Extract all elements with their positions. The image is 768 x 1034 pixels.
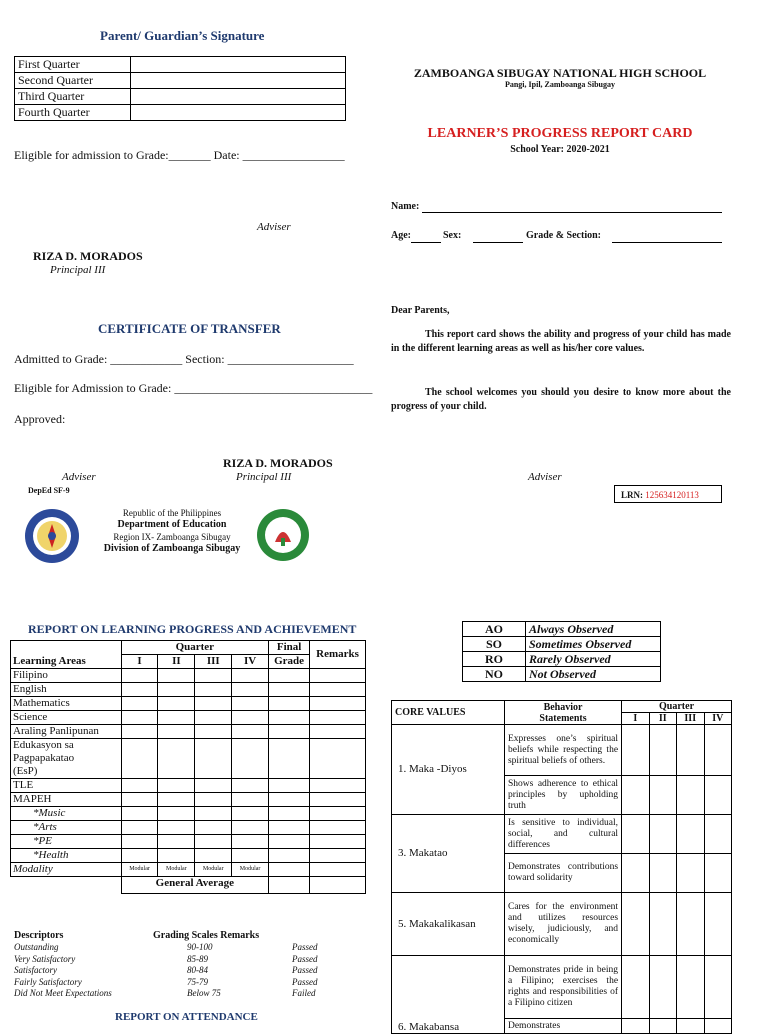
legend-meaning: Sometimes Observed [526,637,661,652]
signature-cell[interactable] [131,89,346,105]
table-row [463,652,661,667]
greeting: Dear Parents, [391,305,450,316]
principal-name: RIZA D. MORADOS [33,249,143,263]
subject-name: TLE [11,779,122,793]
principal-title-2: Principal III [236,471,292,483]
lrn-label: LRN: [621,490,643,500]
form-code: DepEd SF-9 [28,486,70,495]
header-q4: IV [704,713,732,725]
core-value-name: 3. Makatao [392,815,505,893]
legend-meaning: Rarely Observed [526,652,661,667]
remark: Failed [292,988,316,998]
header-learning-areas: Learning Areas [11,641,122,669]
modality-value: Modular [158,863,195,877]
principal-name-2: RIZA D. MORADOS [223,456,333,470]
school-address: Pangi, Ipil, Zamboanga Sibugay [504,80,616,89]
subject-name: Science [11,711,122,725]
signature-cell[interactable] [131,57,346,73]
table-row [11,863,366,877]
header-q1: I [622,713,649,725]
header-q3: III [677,713,704,725]
observation-legend-table [462,621,661,682]
remark: Passed [292,965,318,975]
descriptor-row [14,977,334,989]
eligible-admission-line: Eligible for Admission to Grade: _________________________________ [14,381,373,395]
descriptor-row [14,954,334,966]
table-row [392,893,732,956]
table-row [11,669,366,683]
school-seal-logo [256,508,310,562]
esp-line2: Pagpapakatao [13,752,75,764]
approved-label: Approved: [14,412,66,426]
table-row [463,667,661,682]
table-row [392,725,732,776]
quarter-label: Fourth Quarter [15,105,131,121]
subject-name: Mathematics [11,697,122,711]
grade-section-label: Grade & Section: [526,230,601,241]
division-line: Division of Zamboanga Sibugay [103,543,241,554]
subject-name: Filipino [11,669,122,683]
legend-code: SO [463,637,526,652]
table-row [11,779,366,793]
header-behavior-line2: Statements [539,712,587,724]
department-line: Department of Education [117,519,227,530]
sex-field[interactable] [473,242,523,243]
name-field[interactable] [422,212,722,213]
descriptors-list [14,942,334,1000]
signature-title: Parent/ Guardian’s Signature [100,28,265,43]
subject-name-esp [11,739,122,779]
subject-name: MAPEH [11,793,122,807]
header-q1: I [121,655,158,669]
subject-name: English [11,683,122,697]
mapeh-component: *Health [11,849,122,863]
learning-areas-table [10,640,366,894]
subject-name: Araling Panlipunan [11,725,122,739]
scale: 80-84 [187,965,208,975]
scale: 90-100 [187,942,213,952]
adviser-label-right: Adviser [528,471,562,483]
table-row [11,821,366,835]
behavior-statement: Demonstrates [504,1019,621,1034]
table-row [11,697,366,711]
general-average-label: General Average [121,877,268,894]
legend-code: NO [463,667,526,682]
modality-label: Modality [11,863,122,877]
table-row [463,622,661,637]
legend-meaning: Not Observed [526,667,661,682]
lrn-box [614,485,722,503]
remark: Passed [292,953,318,964]
descriptor: Did Not Meet Expectations [14,988,112,998]
school-year: School Year: 2020-2021 [510,144,610,155]
descriptors-header: Descriptors [14,930,64,941]
behavior-statement: Cares for the environment and utilizes resources wisely, judiciously, and economically [504,893,621,956]
eligible-line: Eligible for admission to Grade:_______ Date: _________________ [14,148,345,162]
table-row [11,725,366,739]
mapeh-component: *Arts [11,821,122,835]
table-row [15,73,346,89]
descriptor: Outstanding [14,942,59,952]
adviser-label: Adviser [257,221,291,233]
table-row [11,739,366,779]
table-row [11,835,366,849]
behavior-statement: Demonstrates pride in being a Filipino; exercises the rights and responsibilities of a Filipino citizen [504,956,621,1019]
esp-line3: (EsP) [13,765,38,777]
age-label: Age: [391,230,411,241]
modality-value: Modular [232,863,269,877]
table-row [15,57,346,73]
remark: Passed [292,976,318,987]
header-grade: Grade [269,655,310,669]
behavior-statement: Expresses one’s spiritual beliefs while respecting the spiritual beliefs of others. [504,725,621,776]
attendance-title: REPORT ON ATTENDANCE [115,1011,258,1023]
header-behavior-line1: Behavior [543,701,583,713]
table-row [11,849,366,863]
modality-value: Modular [121,863,158,877]
core-value-name: 1. Maka -Diyos [392,725,505,815]
learning-report-title: REPORT ON LEARNING PROGRESS AND ACHIEVEMENT [28,622,357,636]
behavior-statement: Demonstrates contributions toward solidarity [504,854,621,893]
mapeh-component: *PE [11,835,122,849]
scale: Below 75 [187,988,221,998]
header-behavior [504,701,621,725]
name-label: Name: [391,201,420,212]
adviser-label-2: Adviser [62,471,96,483]
header-q2: II [649,713,676,725]
header-q4: IV [232,655,269,669]
remark: Passed [292,942,318,952]
header-q3: III [195,655,232,669]
school-name: ZAMBOANGA SIBUGAY NATIONAL HIGH SCHOOL [413,66,707,80]
scale: 85-89 [187,953,208,964]
table-row [15,105,346,121]
intro-paragraph: This report card shows the ability and progress of your child has made in the different learning areas as well as his/her core values. [391,329,731,354]
table-header-row [11,641,366,655]
quarter-label: First Quarter [15,57,131,73]
sex-label: Sex: [443,230,462,241]
header-quarter: Quarter [622,701,732,713]
descriptor: Satisfactory [14,965,57,975]
behavior-statement: Shows adherence to ethical principles by upholding truth [504,776,621,815]
report-card-title: LEARNER’S PROGRESS REPORT CARD [427,126,693,141]
modality-value: Modular [195,863,232,877]
table-row [15,89,346,105]
table-row [392,956,732,1019]
legend-meaning: Always Observed [526,622,661,637]
scale: 75-79 [187,976,208,987]
signature-cell[interactable] [131,73,346,89]
table-row [11,877,366,894]
table-row [11,793,366,807]
table-header-row [392,701,732,713]
mapeh-component: *Music [11,807,122,821]
deped-seal-logo [24,508,80,564]
core-value-name: 6. Makabansa [392,956,505,1034]
descriptor-row [14,942,334,954]
region-line: Region IX- Zamboanga Sibugay [113,532,231,542]
header-remarks: Remarks [310,641,366,669]
table-row [11,807,366,821]
header-core-values: CORE VALUES [392,701,505,725]
grade-section-field[interactable] [612,242,722,243]
esp-line1: Edukasyon sa [13,739,74,751]
principal-title: Principal III [50,264,106,276]
descriptor: Very Satisfactory [14,953,76,964]
legend-code: RO [463,652,526,667]
certificate-title: CERTIFICATE OF TRANSFER [98,321,281,336]
descriptor: Fairly Satisfactory [14,976,82,987]
table-row [463,637,661,652]
quarter-signature-table [14,56,346,121]
admitted-line: Admitted to Grade: ____________ Section: _____________________ [14,352,354,366]
header-q2: II [158,655,195,669]
quarter-label: Second Quarter [15,73,131,89]
grading-scales-header: Grading Scales Remarks [153,930,260,941]
quarter-label: Third Quarter [15,89,131,105]
header-quarter: Quarter [121,641,268,655]
table-row [392,815,732,854]
age-field[interactable] [411,242,441,243]
core-value-name: 5. Makakalikasan [392,893,505,956]
lrn-value: 125634120113 [645,490,699,500]
behavior-statement: Is sensitive to individual, social, and cultural differences [504,815,621,854]
legend-code: AO [463,622,526,637]
table-row [11,683,366,697]
core-values-table [391,700,732,1034]
signature-cell[interactable] [131,105,346,121]
republic-line: Republic of the Philippines [122,508,222,518]
table-row [11,711,366,725]
descriptor-row [14,965,334,977]
descriptor-row [14,988,334,1000]
header-final: Final [269,641,310,655]
welcome-paragraph: The school welcomes you should you desire to know more about the progress of your child. [391,387,731,412]
